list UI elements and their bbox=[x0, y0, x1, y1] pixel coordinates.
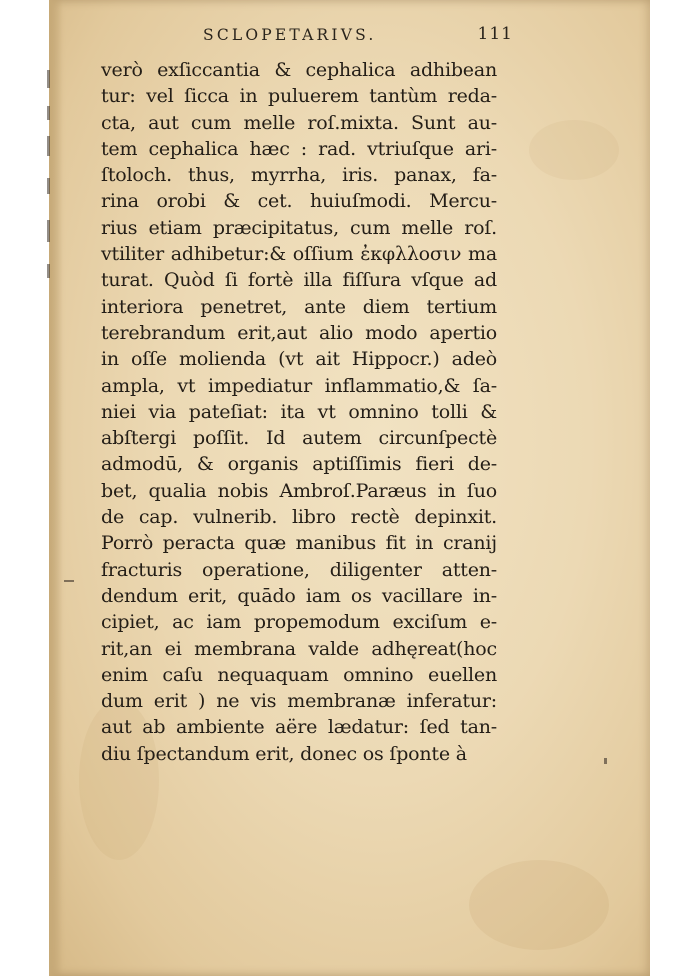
text-line: tem cephalica hæc : rad. vtriuſque ari- bbox=[101, 137, 497, 160]
text-line: de cap. vulnerib. libro rectè depinxit. bbox=[101, 506, 497, 529]
text-line: enim caſu nequaquam omnino euellen bbox=[101, 663, 497, 686]
page-number: 111 bbox=[477, 24, 513, 44]
text-line: dendum erit, quādo iam os vacillare in- bbox=[101, 584, 497, 607]
text-line: verò exſiccantia & cephalica adhibean bbox=[101, 59, 497, 81]
margin-tick bbox=[604, 758, 607, 764]
text-line: vtiliter adhibetur:& oſſium ἐκφλλοσιν ma bbox=[101, 243, 497, 266]
text-line: admodū, & organis aptiſſimis fieri de- bbox=[101, 453, 497, 476]
text-line: in oſſe molienda (vt ait Hippocr.) adeò bbox=[101, 348, 497, 371]
margin-mark bbox=[47, 178, 50, 194]
margin-mark bbox=[47, 70, 50, 88]
margin-mark bbox=[47, 136, 50, 156]
margin-tick bbox=[64, 580, 74, 582]
text-line: tur: vel ſicca in puluerem tantùm reda- bbox=[101, 85, 497, 108]
text-line: bet, qualia nobis Ambroſ.Paræus in ſuo bbox=[101, 479, 497, 502]
text-line: ampla, vt impediatur inflammatio,& ſa- bbox=[101, 374, 497, 397]
text-line: interiora penetret, ante diem tertium bbox=[101, 295, 497, 318]
paper-stain bbox=[529, 120, 619, 180]
text-line: aut ab ambiente aëre lædatur: ſed tan- bbox=[101, 716, 497, 739]
show-through-smudge bbox=[116, 820, 256, 842]
margin-mark bbox=[47, 106, 50, 120]
text-line: niei via pateſiat: ita vt omnino tolli & bbox=[101, 400, 497, 423]
text-line: fracturis operatione, diligenter atten- bbox=[101, 558, 497, 581]
text-line: abſtergi poſſit. Id autem circunſpectè bbox=[101, 427, 497, 450]
text-line: rit,an ei membrana valde adhęreat(hoc bbox=[101, 637, 497, 660]
running-head-title: SCLOPETARIVS. bbox=[203, 26, 377, 44]
margin-mark bbox=[47, 264, 50, 278]
text-line: Porrò peracta quæ manibus fit in cranij bbox=[101, 532, 497, 555]
text-line: terebrandum erit,aut alio modo apertio bbox=[101, 321, 497, 344]
text-line: rina orobi & cet. huiuſmodi. Mercu- bbox=[101, 190, 497, 213]
text-line: turat. Quòd ſi fortè illa fiſſura vſque ad bbox=[101, 269, 497, 292]
margin-mark bbox=[47, 220, 50, 242]
text-line: rius etiam præcipitatus, cum melle roſ. bbox=[101, 216, 497, 239]
running-header bbox=[99, 24, 519, 50]
text-line: ſtoloch. thus, myrrha, iris. panax, fa- bbox=[101, 164, 497, 187]
margin-annotation-marks bbox=[44, 60, 56, 320]
paper-stain bbox=[469, 860, 609, 950]
text-line: dum erit ) ne vis membranæ inferatur: bbox=[101, 690, 497, 713]
text-line: cipiet, ac iam propemodum exciſum e- bbox=[101, 611, 497, 634]
text-line: cta, aut cum melle roſ.mixta. Sunt au- bbox=[101, 111, 497, 134]
body-text bbox=[101, 57, 511, 767]
text-line: diu ſpectandum erit, donec os ſponte à bbox=[101, 742, 467, 765]
